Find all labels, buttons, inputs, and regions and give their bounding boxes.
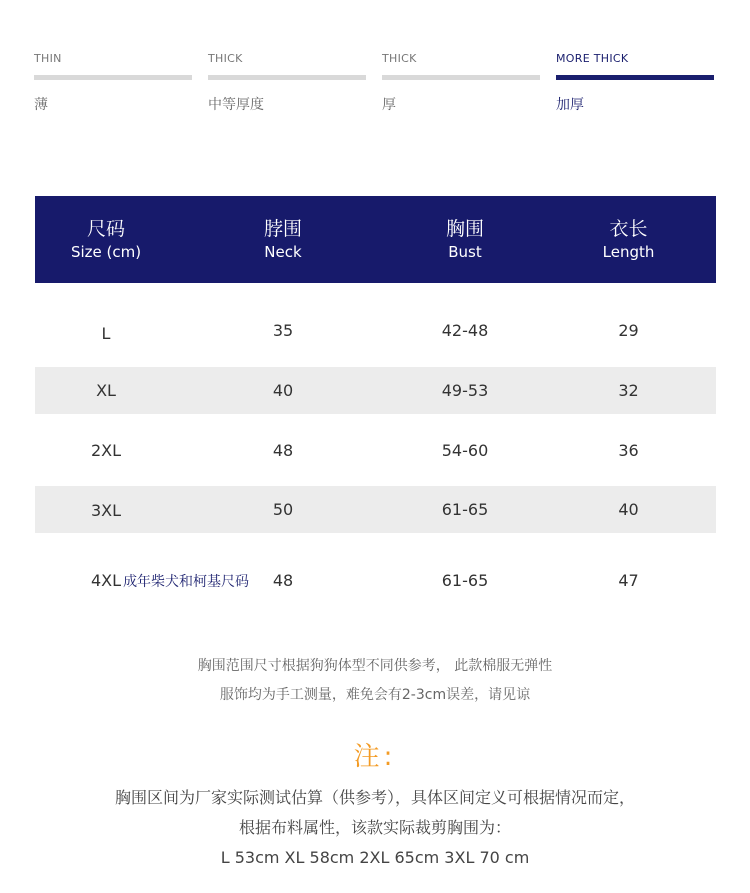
cell-bust: 54-60 (441, 441, 489, 460)
size-label: 4XL (91, 571, 122, 590)
cell-length: 36 (618, 441, 639, 460)
cell-length: 29 (618, 321, 639, 340)
thickness-label-en: THICK (382, 52, 417, 65)
header-en: Size (cm) (70, 242, 142, 261)
header-en: Neck (264, 242, 302, 261)
size-table (35, 196, 716, 590)
thickness-option-thick (382, 52, 540, 114)
thickness-label-zh: 厚 (382, 97, 396, 113)
thickness-label-en: THIN (34, 52, 62, 65)
cell-size: L (101, 324, 111, 343)
cell-size: 2XL (90, 441, 122, 460)
table-row (35, 557, 716, 604)
attention-title: 注: (353, 742, 397, 772)
header-neck (177, 196, 389, 283)
header-zh: 脖围 (263, 217, 302, 240)
cell-bust: 61-65 (441, 500, 489, 519)
measurement-notes (0, 652, 750, 710)
header-size (35, 196, 177, 283)
cell-bust: 42-48 (441, 321, 489, 340)
thickness-scale (34, 52, 716, 112)
table-row (35, 427, 716, 474)
attention-line: L 53cm XL 58cm 2XL 65cm 3XL 70 cm (220, 848, 530, 867)
cell-bust: 61-65 (441, 571, 489, 590)
thickness-label-zh: 中等厚度 (208, 97, 264, 113)
thickness-label-zh: 薄 (34, 97, 48, 113)
thickness-label-zh: 加厚 (556, 97, 584, 113)
table-row (35, 307, 716, 354)
cell-bust: 49-53 (441, 381, 489, 400)
cell-neck: 48 (272, 571, 294, 590)
thickness-bar (382, 75, 540, 80)
header-zh: 胸围 (445, 217, 484, 240)
cell-size: 3XL (90, 501, 122, 520)
attention-line: 根据布料属性，该款实际裁剪胸围为： (238, 818, 511, 837)
cell-length: 40 (618, 500, 639, 519)
cell-neck: 48 (272, 441, 294, 460)
cell-neck: 50 (272, 500, 294, 519)
table-row (35, 486, 716, 533)
adult-size-note: 成年柴犬和柯基尺码 (123, 574, 250, 590)
cell-length: 32 (618, 381, 639, 400)
cell-neck: 35 (272, 321, 294, 340)
note-line: 胸围范围尺寸根据狗狗体型不同供参考， 此款棉服无弹性 (197, 658, 553, 674)
thickness-bar (208, 75, 366, 80)
thickness-option-thin (34, 52, 192, 114)
thickness-label-en: THICK (208, 52, 243, 65)
table-header (35, 196, 716, 283)
header-length (541, 196, 716, 283)
header-zh: 尺码 (86, 217, 125, 240)
cell-neck: 40 (272, 381, 294, 400)
header-en: Bust (448, 242, 482, 261)
attention-line: 胸围区间为厂家实际测试估算（供参考），具体区间定义可根据情况而定， (114, 788, 635, 807)
thickness-option-more-thick (556, 52, 714, 114)
thickness-label-en: MORE THICK (556, 52, 629, 65)
cell-length: 47 (618, 571, 639, 590)
header-en: Length (602, 242, 655, 261)
attention-text (0, 783, 750, 873)
table-row (35, 367, 716, 414)
header-bust (389, 196, 541, 283)
thickness-option-medium (208, 52, 366, 114)
cell-size: XL (96, 381, 116, 400)
header-zh: 衣长 (609, 217, 648, 240)
thickness-bar-selected (556, 75, 714, 80)
note-line: 服饰均为手工测量，难免会有2-3cm误差，请见谅 (219, 687, 531, 703)
thickness-bar (34, 75, 192, 80)
